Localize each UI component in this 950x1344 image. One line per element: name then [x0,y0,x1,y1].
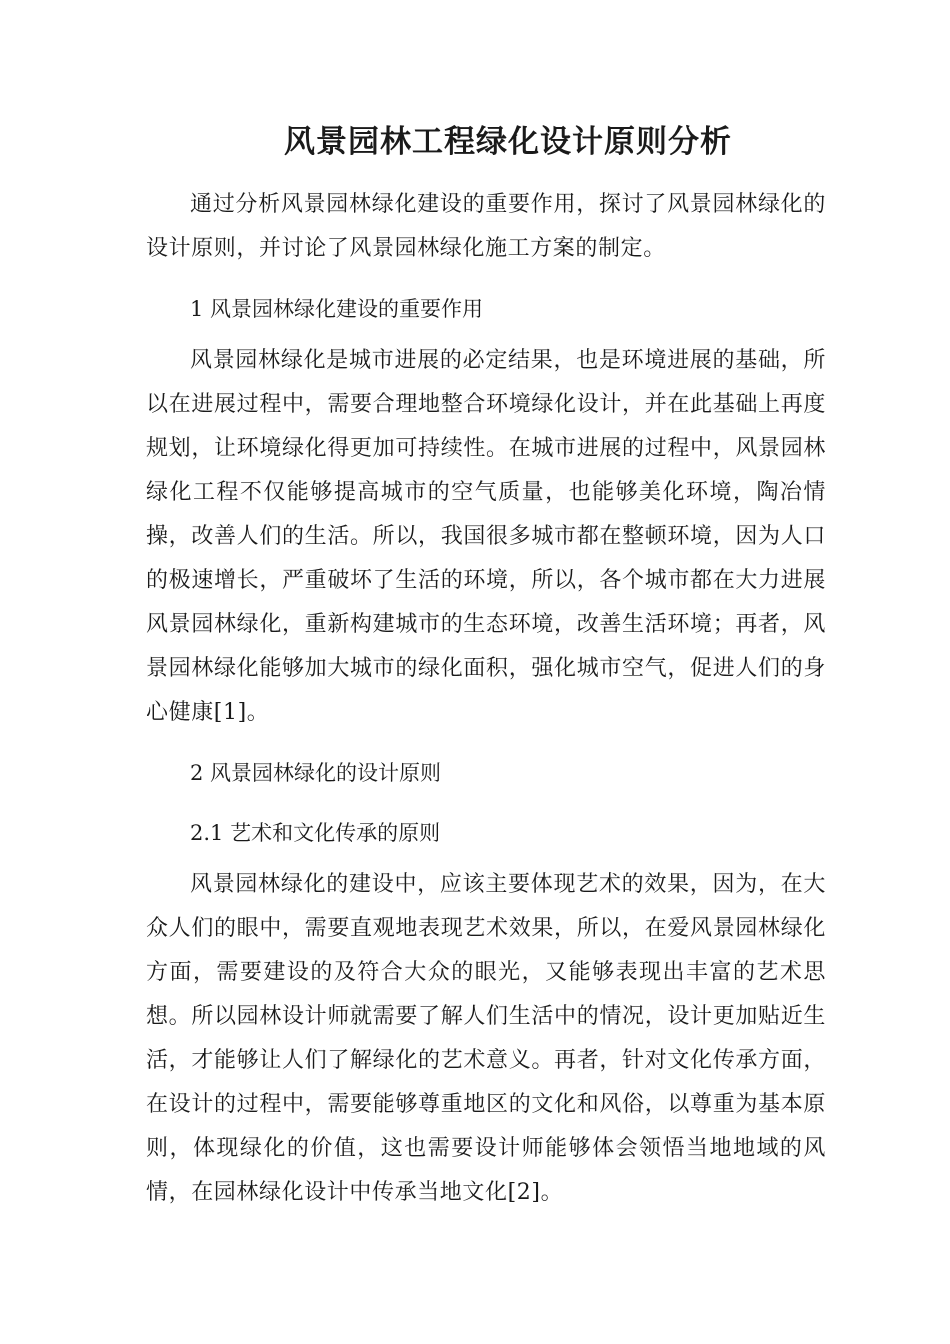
section-2-heading: 2 风景园林绿化的设计原则 [190,761,442,785]
section-1-paragraph: 风景园林绿化是城市进展的必定结果，也是环境进展的基础，所以在进展过程中，需要合理地整合环境绿化设计，并在此基础上再度规划，让环境绿化得更加可持续性。在城市进展的过程中，风景园林绿化工程不仅能够提高城市的空气质量，也能够美化环境，陶冶情操，改善人们的生活。所以，我国很多城市都在整顿环境，因为人口的极速增长，严重破坏了生活的环境，所以，各个城市都在大力进展风景园林绿化，重新构建城市的生态环境，改善生活环境；再者，风景园林绿化能够加大城市的绿化面积，强化城市空气，促进人们的身心健康[1]。 [146,348,826,725]
document-title: 风景园林工程绿化设计原则分析 [284,124,732,160]
section-2-1-paragraph: 风景园林绿化的建设中，应该主要体现艺术的效果，因为，在大众人们的眼中，需要直观地表现艺术效果，所以，在爱风景园林绿化方面，需要建设的及符合大众的眼光，又能够表现出丰富的艺术思想。所以园林设计师就需要了解人们生活中的情况，设计更加贴近生活，才能够让人们了解绿化的艺术意义。再者，针对文化传承方面，在设计的过程中，需要能够尊重地区的文化和风俗，以尊重为基本原则，体现绿化的价值，这也需要设计师能够体会领悟当地地域的风情，在园林绿化设计中传承当地文化[2]。 [146,872,826,1205]
abstract-paragraph: 通过分析风景园林绿化建设的重要作用，探讨了风景园林绿化的设计原则，并讨论了风景园林绿化施工方案的制定。 [146,192,826,261]
document-body [146,183,826,1215]
section-1-heading: 1 风景园林绿化建设的重要作用 [190,297,484,321]
section-2-1-heading: 2.1 艺术和文化传承的原则 [190,821,441,845]
